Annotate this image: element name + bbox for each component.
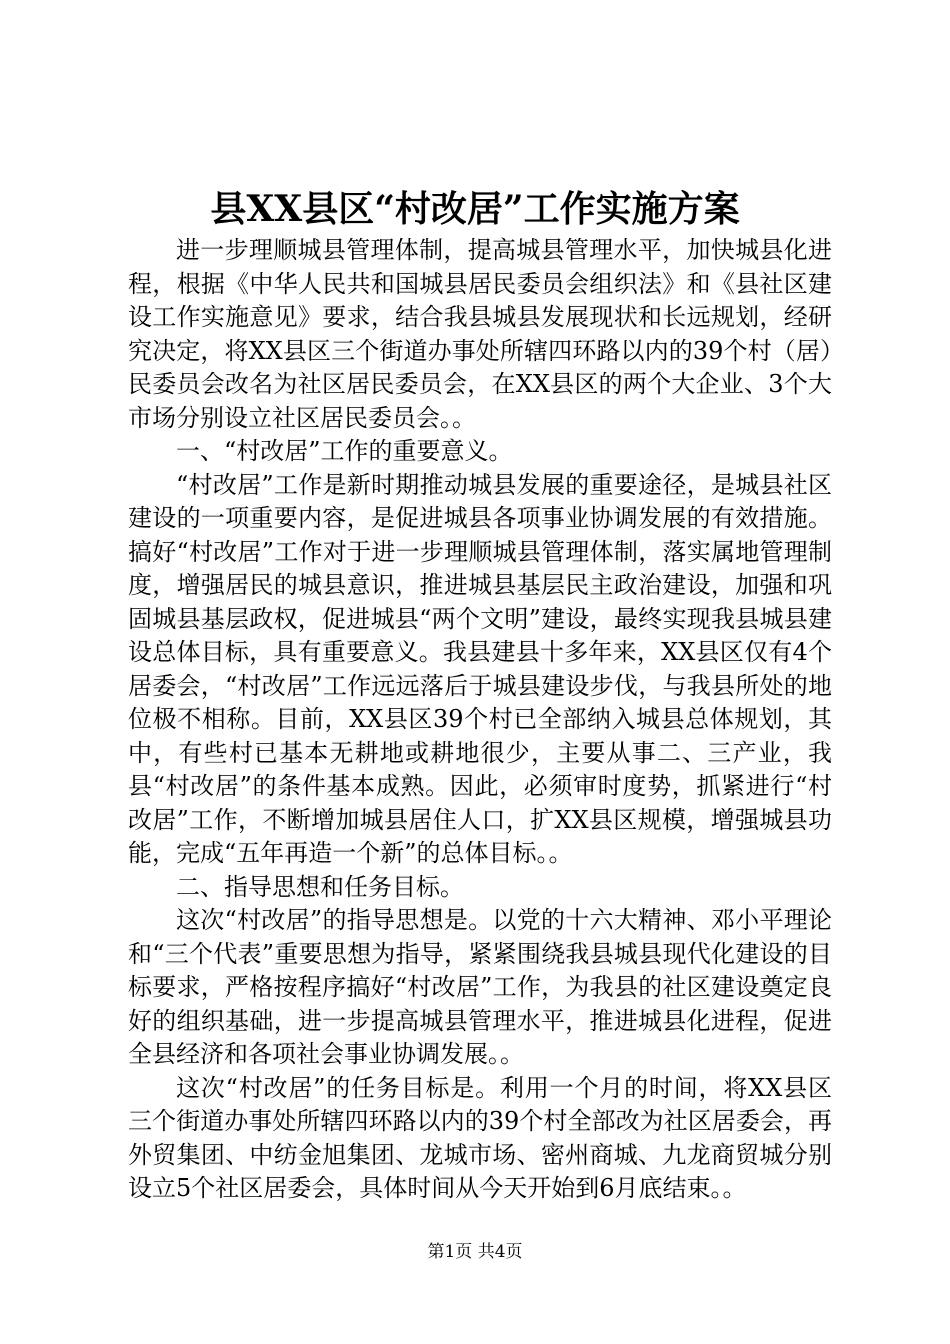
- section-heading-2: 二、指导思想和任务目标。: [176, 872, 464, 901]
- page-number-footer: 第1页 共4页: [427, 1242, 523, 1262]
- paragraph-task-goals: 这次“村改居”的任务目标是。利用一个月的时间，将XX县区三个街道办事处所辖四环路以内的39个村全部改为社区居委会，再外贸集团、中纺金旭集团、龙城市场、密州商城、九龙商贸城分别设立5个社区居委会，具体时间从今天开始到6月底结束。。: [128, 1073, 832, 1202]
- document-title: 县XX县区“村改居”工作实施方案: [210, 188, 740, 230]
- paragraph-guiding-ideology: 这次“村改居”的指导思想是。以党的十六大精神、邓小平理论和“三个代表”重要思想为指导，紧紧围绕我县城县现代化建设的目标要求，严格按程序搞好“村改居”工作，为我县的社区建设奠定良好的组织基础，进一步提高城县管理水平，推进城县化进程，促进全县经济和各项社会事业协调发展。。: [128, 906, 832, 1068]
- paragraph-intro: 进一步理顺城县管理体制，提高城县管理水平，加快城县化进程，根据《中华人民共和国城县居民委员会组织法》和《县社区建设工作实施意见》要求，结合我县城县发展现状和长远规划，经研究决定，将XX县区三个街道办事处所辖四环路以内的39个村（居）民委员会改名为社区居民委员会，在XX县区的两个大企业、3个大市场分别设立社区居民委员会。。: [128, 236, 832, 432]
- paragraph-significance: “村改居”工作是新时期推动城县发展的重要途径，是城县社区建设的一项重要内容，是促进城县各项事业协调发展的有效措施。搞好“村改居”工作对于进一步理顺城县管理体制，落实属地管理制度，增强居民的城县意识，推进城县基层民主政治建设，加强和巩固城县基层政权，促进城县“两个文明”建设，最终实现我县城县建设总体目标，具有重要意义。我县建县十多年来，XX县区仅有4个居委会，“村改居”工作远远落后于城县建设步伐，与我县所处的地位极不相称。目前，XX县区39个村已全部纳入城县总体规划，其中，有些村已基本无耕地或耕地很少，主要从事二、三产业，我县“村改居”的条件基本成熟。因此，必须审时度势，抓紧进行“村改居”工作，不断增加城县居住人口，扩XX县区规模，增强城县功能，完成“五年再造一个新”的总体目标。。: [128, 470, 832, 867]
- document-body: [128, 234, 832, 1206]
- section-heading-1: 一、“村改居”工作的重要意义。: [176, 437, 513, 465]
